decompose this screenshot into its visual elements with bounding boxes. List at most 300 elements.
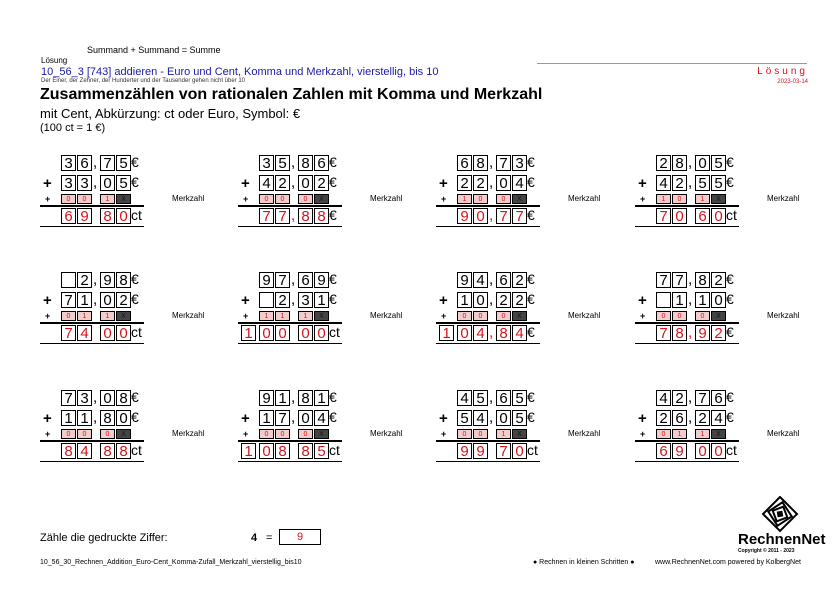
result-digit[interactable]: 0 [100, 325, 115, 341]
result-digit[interactable]: 8 [100, 208, 115, 224]
summand-2-unit: € [527, 174, 535, 190]
summand-1-digit: 2 [77, 272, 92, 288]
summand-1-digit: 4 [473, 272, 488, 288]
header-rule [537, 63, 807, 64]
carry-digit[interactable]: X [116, 429, 131, 439]
decimal-comma: , [93, 389, 98, 406]
result-digit[interactable]: 9 [77, 208, 92, 224]
summand-1-digit: 3 [77, 390, 92, 406]
result-unit: € [527, 324, 535, 340]
result-underline [436, 461, 540, 462]
summand-2-digit: 1 [77, 410, 92, 426]
summand-1-digit: 5 [473, 390, 488, 406]
carry-digit[interactable]: 0 [61, 429, 76, 439]
carry-digit[interactable]: 1 [496, 429, 511, 439]
result-decimal-comma: , [291, 207, 296, 224]
logo-copyright: Copyright © 2011 - 2023 [738, 548, 795, 554]
carry-digit[interactable]: 0 [457, 429, 472, 439]
result-digit[interactable]: 2 [711, 325, 726, 341]
sum-line [238, 440, 342, 442]
summand-1-digit: 1 [275, 390, 290, 406]
result-underline [238, 461, 342, 462]
merkzahl-label: Merkzahl [767, 311, 800, 320]
summand-2-digit: 2 [275, 292, 290, 308]
summand-1-digit: 0 [695, 155, 710, 171]
result-underline [238, 226, 342, 227]
sum-line [436, 440, 540, 442]
result-digit[interactable]: 7 [496, 443, 511, 459]
carry-digit[interactable]: X [314, 429, 329, 439]
count-answer-box[interactable]: 9 [279, 529, 321, 545]
result-digit[interactable]: 9 [457, 208, 472, 224]
sum-line [635, 205, 739, 207]
summand-2-digit: 1 [672, 292, 687, 308]
result-unit: € [527, 207, 535, 223]
carry-digit[interactable]: 1 [77, 311, 92, 321]
carry-digit[interactable]: X [512, 194, 527, 204]
summand-2-unit: € [329, 409, 337, 425]
result-digit[interactable]: 7 [496, 208, 511, 224]
carry-digit[interactable]: 1 [298, 311, 313, 321]
carry-digit[interactable]: 0 [77, 429, 92, 439]
carry-plus-sign: + [441, 194, 447, 204]
result-digit[interactable]: 6 [61, 208, 76, 224]
summand-2-digit: 1 [61, 410, 76, 426]
result-digit[interactable]: 8 [672, 325, 687, 341]
count-digit-label: Zähle die gedruckte Ziffer: [40, 532, 168, 544]
carry-digit[interactable]: 1 [100, 311, 115, 321]
merkzahl-label: Merkzahl [370, 311, 403, 320]
unit-conversion-note: (100 ct = 1 €) [40, 122, 106, 134]
carry-plus-sign: + [640, 194, 646, 204]
addition-problem [238, 388, 408, 466]
summand-1-digit: 6 [496, 390, 511, 406]
carry-digit[interactable]: 0 [61, 194, 76, 204]
summand-2-unit: € [527, 291, 535, 307]
carry-digit[interactable]: 0 [672, 194, 687, 204]
summand-1-digit: 5 [275, 155, 290, 171]
carry-digit[interactable]: 0 [298, 429, 313, 439]
summand-1-digit: 9 [314, 272, 329, 288]
merkzahl-label: Merkzahl [568, 311, 601, 320]
plus-sign: + [638, 175, 647, 192]
summand-1-digit: 2 [512, 272, 527, 288]
carry-digit[interactable]: 0 [473, 194, 488, 204]
result-digit[interactable]: 8 [298, 208, 313, 224]
decimal-comma: , [688, 271, 693, 288]
result-unit: ct [131, 207, 142, 223]
summand-2-digit: 3 [298, 292, 313, 308]
carry-digit[interactable]: 1 [100, 194, 115, 204]
result-digit[interactable]: 1 [241, 443, 256, 459]
carry-plus-sign: + [640, 311, 646, 321]
decimal-comma: , [688, 409, 693, 426]
summand-2-digit: 0 [496, 410, 511, 426]
carry-digit[interactable]: X [116, 311, 131, 321]
summand-2-digit: 4 [711, 410, 726, 426]
summand-2-digit: 0 [100, 292, 115, 308]
carry-digit[interactable]: 0 [496, 194, 511, 204]
carry-plus-sign: + [640, 429, 646, 439]
summand-2-digit: 0 [473, 292, 488, 308]
carry-digit[interactable]: 1 [695, 429, 710, 439]
carry-plus-sign: + [45, 429, 51, 439]
summand-1-unit: € [329, 271, 337, 287]
result-digit[interactable]: 8 [298, 443, 313, 459]
decimal-comma: , [688, 174, 693, 191]
result-digit[interactable]: 0 [672, 208, 687, 224]
summand-1-unit: € [329, 154, 337, 170]
logo-wordmark: RechnenNet [738, 531, 826, 548]
result-unit: ct [131, 442, 142, 458]
summand-1-unit: € [726, 271, 734, 287]
result-digit[interactable]: 8 [314, 208, 329, 224]
addition-problem [40, 153, 210, 231]
worksheet-id-line: 10_56_3 [743] addieren - Euro und Cent, Komma und Merkzahl, vierstellig, bis 10 [41, 66, 439, 78]
result-digit[interactable]: 7 [512, 208, 527, 224]
summand-2-digit: 5 [512, 410, 527, 426]
summand-2-digit: 1 [695, 292, 710, 308]
carry-digit[interactable]: X [711, 429, 726, 439]
footer-website: www.RechnenNet.com powered by KolbergNet [655, 559, 801, 566]
summand-1-digit: 3 [512, 155, 527, 171]
plus-sign: + [241, 292, 250, 309]
footer-filename: 10_56_30_Rechnen_Addition_Euro-Cent_Komma-Zufall_Merkzahl_vierstellig_bis10 [40, 559, 302, 566]
summand-1-unit: € [131, 271, 139, 287]
summand-2-digit: 3 [61, 175, 76, 191]
summand-1-digit: 2 [672, 390, 687, 406]
merkzahl-label: Merkzahl [767, 194, 800, 203]
summand-2-digit: 1 [77, 292, 92, 308]
result-digit[interactable]: 7 [656, 325, 671, 341]
carry-digit[interactable]: 1 [457, 194, 472, 204]
plus-sign: + [43, 292, 52, 309]
summand-1-unit: € [329, 389, 337, 405]
summand-1-digit: 0 [100, 390, 115, 406]
summand-2-unit: € [131, 409, 139, 425]
summand-1-digit: 6 [496, 272, 511, 288]
carry-digit[interactable]: 0 [656, 429, 671, 439]
result-digit[interactable]: 8 [496, 325, 511, 341]
plus-sign: + [241, 175, 250, 192]
summand-1-digit: 8 [116, 390, 131, 406]
result-digit[interactable]: 0 [711, 208, 726, 224]
result-decimal-comma: , [489, 324, 494, 341]
result-digit[interactable]: 0 [695, 443, 710, 459]
summand-2-unit: € [329, 174, 337, 190]
summand-1-digit: 6 [711, 390, 726, 406]
sum-line [436, 322, 540, 324]
summand-1-digit: 7 [100, 155, 115, 171]
summand-1-digit: 3 [259, 155, 274, 171]
result-underline [436, 343, 540, 344]
summand-2-digit: 4 [314, 410, 329, 426]
result-digit[interactable]: 0 [711, 443, 726, 459]
summand-1-digit: 2 [711, 272, 726, 288]
worksheet-constraint-note: Der Einer, der Zehner, der Hunderter und der Tausender gehen nicht über 10 [41, 78, 246, 84]
result-unit: € [726, 324, 734, 340]
carry-digit[interactable]: 1 [275, 311, 290, 321]
decimal-comma: , [688, 389, 693, 406]
summand-2-digit: 5 [457, 410, 472, 426]
carry-digit[interactable]: 0 [473, 311, 488, 321]
merkzahl-label: Merkzahl [172, 429, 205, 438]
summand-1-digit: 3 [61, 155, 76, 171]
result-underline [635, 461, 739, 462]
result-digit[interactable]: 0 [512, 443, 527, 459]
summand-1-digit: 5 [512, 390, 527, 406]
result-digit[interactable]: 0 [298, 325, 313, 341]
addition-problem [436, 270, 606, 348]
result-digit[interactable]: 6 [695, 208, 710, 224]
addition-problem [436, 153, 606, 231]
summand-1-digit: 6 [298, 272, 313, 288]
result-underline [40, 343, 144, 344]
carry-digit[interactable]: 0 [695, 311, 710, 321]
summand-1-digit: 9 [100, 272, 115, 288]
carry-digit[interactable]: X [116, 194, 131, 204]
carry-plus-sign: + [441, 311, 447, 321]
summand-1-digit: 4 [457, 390, 472, 406]
addition-problem [635, 388, 805, 466]
carry-plus-sign: + [441, 429, 447, 439]
summand-2-digit: 5 [711, 175, 726, 191]
sum-line [436, 205, 540, 207]
result-digit[interactable]: 7 [275, 208, 290, 224]
summand-1-digit: 2 [656, 155, 671, 171]
result-digit[interactable]: 7 [61, 325, 76, 341]
carry-digit[interactable]: 1 [656, 194, 671, 204]
summand-1-digit: 5 [116, 155, 131, 171]
result-digit[interactable]: 1 [439, 325, 454, 341]
result-unit: € [329, 207, 337, 223]
summand-2-digit: 0 [711, 292, 726, 308]
decimal-comma: , [93, 174, 98, 191]
summand-1-unit: € [726, 154, 734, 170]
summand-2-digit: 0 [116, 410, 131, 426]
result-digit[interactable]: 0 [116, 208, 131, 224]
summand-1-unit: € [131, 389, 139, 405]
merkzahl-label: Merkzahl [172, 311, 205, 320]
footer-slogan: ● Rechnen in kleinen Schritten ● [533, 559, 635, 566]
summand-1-digit: 7 [496, 155, 511, 171]
count-equals: = [266, 532, 273, 544]
carry-digit[interactable]: 0 [473, 429, 488, 439]
summand-1-unit: € [527, 154, 535, 170]
result-digit[interactable]: 4 [512, 325, 527, 341]
result-underline [436, 226, 540, 227]
summand-1-digit: 9 [259, 390, 274, 406]
addition-problem [238, 153, 408, 231]
merkzahl-label: Merkzahl [172, 194, 205, 203]
result-underline [238, 343, 342, 344]
sum-line [635, 440, 739, 442]
carry-digit[interactable]: 0 [259, 194, 274, 204]
summand-2-digit: 4 [259, 175, 274, 191]
solution-label: Lösung [757, 66, 808, 77]
merkzahl-label: Merkzahl [767, 429, 800, 438]
carry-digit[interactable]: 1 [259, 311, 274, 321]
summand-1-digit: 7 [656, 272, 671, 288]
decimal-comma: , [291, 409, 296, 426]
result-digit[interactable]: 6 [656, 443, 671, 459]
summand-2-digit: 2 [275, 175, 290, 191]
summand-1-digit [61, 272, 76, 288]
sum-line [635, 322, 739, 324]
result-digit[interactable]: 4 [77, 443, 92, 459]
carry-digit[interactable]: X [711, 311, 726, 321]
result-digit[interactable]: 8 [61, 443, 76, 459]
summand-1-digit: 6 [457, 155, 472, 171]
page-title: Zusammenzählen von rationalen Zahlen mit Komma und Merkzahl [40, 86, 543, 103]
plus-sign: + [638, 292, 647, 309]
result-digit[interactable]: 0 [116, 325, 131, 341]
result-digit[interactable]: 0 [259, 325, 274, 341]
result-digit[interactable]: 1 [241, 325, 256, 341]
decimal-comma: , [93, 291, 98, 308]
result-digit[interactable]: 9 [672, 443, 687, 459]
merkzahl-label: Merkzahl [568, 429, 601, 438]
summand-1-digit: 9 [457, 272, 472, 288]
result-digit[interactable]: 9 [695, 325, 710, 341]
summand-2-digit: 0 [100, 175, 115, 191]
summand-1-digit: 5 [711, 155, 726, 171]
carry-digit[interactable]: 0 [275, 429, 290, 439]
carry-plus-sign: + [243, 194, 249, 204]
carry-digit[interactable]: X [512, 429, 527, 439]
result-digit[interactable]: 8 [275, 443, 290, 459]
decimal-comma: , [489, 409, 494, 426]
plus-sign: + [638, 410, 647, 427]
result-underline [635, 226, 739, 227]
summand-2-unit: € [527, 409, 535, 425]
plus-sign: + [241, 410, 250, 427]
summand-2-digit: 0 [496, 175, 511, 191]
summand-2-unit: € [329, 291, 337, 307]
result-unit: ct [131, 324, 142, 340]
result-digit[interactable]: 0 [259, 443, 274, 459]
carry-digit[interactable]: 1 [695, 194, 710, 204]
result-digit[interactable]: 4 [473, 325, 488, 341]
carry-digit[interactable]: 0 [61, 311, 76, 321]
carry-digit[interactable]: X [512, 311, 527, 321]
result-digit[interactable]: 7 [259, 208, 274, 224]
result-digit[interactable]: 0 [314, 325, 329, 341]
summand-2-digit: 6 [672, 410, 687, 426]
carry-digit[interactable]: X [314, 311, 329, 321]
summand-2-unit: € [726, 174, 734, 190]
carry-digit[interactable]: 0 [275, 194, 290, 204]
summand-1-digit: 7 [695, 390, 710, 406]
carry-digit[interactable]: 0 [100, 429, 115, 439]
carry-digit[interactable]: X [314, 194, 329, 204]
decimal-comma: , [291, 271, 296, 288]
result-unit: ct [726, 207, 737, 223]
summand-1-digit: 7 [275, 272, 290, 288]
addition-problem [40, 270, 210, 348]
carry-digit[interactable]: 0 [656, 311, 671, 321]
addition-problem [635, 270, 805, 348]
addition-problem [238, 270, 408, 348]
result-digit[interactable]: 7 [656, 208, 671, 224]
summand-2-digit: 2 [656, 410, 671, 426]
result-digit[interactable]: 0 [457, 325, 472, 341]
result-decimal-comma: , [489, 207, 494, 224]
carry-digit[interactable]: 0 [672, 311, 687, 321]
carry-plus-sign: + [243, 311, 249, 321]
summand-1-unit: € [726, 389, 734, 405]
merkzahl-label: Merkzahl [370, 429, 403, 438]
summand-2-digit: 8 [100, 410, 115, 426]
decimal-comma: , [93, 271, 98, 288]
decimal-comma: , [291, 389, 296, 406]
result-unit: ct [726, 442, 737, 458]
sum-line [40, 205, 144, 207]
summand-2-digit: 2 [473, 175, 488, 191]
result-digit[interactable]: 8 [100, 443, 115, 459]
decimal-comma: , [489, 291, 494, 308]
result-digit[interactable]: 0 [275, 325, 290, 341]
result-digit[interactable]: 9 [457, 443, 472, 459]
result-digit[interactable]: 8 [116, 443, 131, 459]
plus-sign: + [439, 410, 448, 427]
summand-1-digit: 6 [77, 155, 92, 171]
carry-digit[interactable]: X [711, 194, 726, 204]
addition-problem [40, 388, 210, 466]
summand-2-digit: 7 [61, 292, 76, 308]
decimal-comma: , [93, 154, 98, 171]
result-digit[interactable]: 0 [473, 208, 488, 224]
result-digit[interactable]: 9 [473, 443, 488, 459]
summand-1-unit: € [527, 389, 535, 405]
summand-2-unit: € [726, 409, 734, 425]
carry-plus-sign: + [45, 194, 51, 204]
carry-digit[interactable]: 1 [672, 429, 687, 439]
carry-digit[interactable]: 0 [259, 429, 274, 439]
merkzahl-label: Merkzahl [568, 194, 601, 203]
summand-2-digit: 4 [473, 410, 488, 426]
result-digit[interactable]: 5 [314, 443, 329, 459]
summand-2-digit: 1 [457, 292, 472, 308]
summand-1-digit: 6 [314, 155, 329, 171]
sum-line [40, 440, 144, 442]
summand-1-digit: 8 [473, 155, 488, 171]
summand-2-unit: € [726, 291, 734, 307]
carry-digit[interactable]: 0 [496, 311, 511, 321]
decimal-comma: , [93, 409, 98, 426]
decimal-comma: , [291, 154, 296, 171]
summand-1-digit: 4 [656, 390, 671, 406]
summand-2-digit: 4 [656, 175, 671, 191]
carry-digit[interactable]: 0 [77, 194, 92, 204]
carry-digit[interactable]: 0 [457, 311, 472, 321]
worksheet-date: 2023-03-14 [777, 79, 808, 85]
summand-2-digit: 1 [314, 292, 329, 308]
carry-digit[interactable]: 0 [298, 194, 313, 204]
result-unit: ct [329, 442, 340, 458]
summand-2-digit: 7 [275, 410, 290, 426]
summand-1-digit: 1 [314, 390, 329, 406]
sum-line [40, 322, 144, 324]
summand-2-digit: 2 [116, 292, 131, 308]
summand-2-unit: € [131, 174, 139, 190]
summand-2-digit: 2 [457, 175, 472, 191]
carry-plus-sign: + [45, 311, 51, 321]
decimal-comma: , [688, 291, 693, 308]
summand-1-digit: 7 [672, 272, 687, 288]
summand-2-digit: 2 [695, 410, 710, 426]
result-digit[interactable]: 4 [77, 325, 92, 341]
